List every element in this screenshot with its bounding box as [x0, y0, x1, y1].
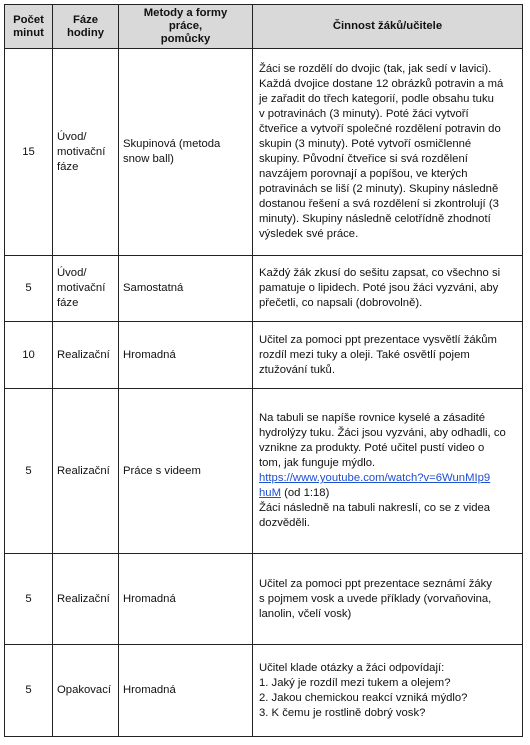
cell-method: Práce s videem	[119, 389, 253, 554]
video-link-line-1	[259, 471, 516, 486]
cell-phase: Úvod/ motivační fáze	[53, 49, 119, 256]
youtube-link[interactable]: https://www.youtube.com/watch?v=6WunMIp9	[259, 472, 491, 484]
cell-minutes: 15	[5, 49, 53, 256]
table-header-row	[5, 5, 523, 49]
table-row	[5, 389, 523, 554]
youtube-link-continued[interactable]: huM	[259, 487, 281, 499]
cell-activity: Na tabuli se napíše rovnice kyselé a zásadité hydrolýzy tuku. Žáci jsou vyzváni, aby odhadli, co vznikne za produkty. Poté učitel pustí video o tom, jak funguje mýdlo. https://www.youtube.com/watch?v=6WunMIp9 huM (od 1:18) Žáci následně na tabuli nakreslí, co se z videa dozvěděli.	[253, 389, 523, 554]
table-row	[5, 554, 523, 645]
cell-minutes: 5	[5, 645, 53, 737]
cell-minutes: 5	[5, 554, 53, 645]
video-link-line-2	[259, 486, 516, 501]
cell-method: Hromadná	[119, 645, 253, 737]
cell-minutes: 5	[5, 389, 53, 554]
cell-minutes: 10	[5, 322, 53, 389]
cell-activity: Každý žák zkusí do sešitu zapsat, co všechno si pamatuje o lipidech. Poté jsou žáci vyzváni, aby přečetli, co napsali (dobrovolně).	[253, 256, 523, 322]
cell-activity: Učitel za pomoci ppt prezentace seznámí žáky s pojmem vosk a uvede příklady (vorvaňovina, lanolin, včelí vosk)	[253, 554, 523, 645]
cell-phase: Realizační	[53, 554, 119, 645]
header-activity: Činnost žáků/učitele	[253, 5, 523, 49]
cell-minutes: 5	[5, 256, 53, 322]
cell-phase: Úvod/ motivační fáze	[53, 256, 119, 322]
cell-activity: Žáci se rozdělí do dvojic (tak, jak sedí v lavici). Každá dvojice dostane 12 obrázků potravin a má je zařadit do třech kategorií, podle obsahu tuku v potravinách (3 minuty). Poté žáci vytvoří čtveřice a vytvoří společné rozdělení potravin do skupin (3 minuty). Poté vytvoří osmičlenné skupiny. Původní čtveřice si svá rozdělení navzájem porovnají a popíšou, ve kterých potravinách se liší (2 minuty). Skupiny následně dostanou řešení a svá rozdělení si zkontrolují (3 minuty). Skupiny následně celotřídně zhodnotí výsledek své práce.	[253, 49, 523, 256]
table-row	[5, 256, 523, 322]
cell-phase: Opakovací	[53, 645, 119, 737]
cell-phase: Realizační	[53, 322, 119, 389]
cell-activity: Učitel za pomoci ppt prezentace vysvětlí žákům rozdíl mezi tuky a oleji. Také osvětlí pojem ztužování tuků.	[253, 322, 523, 389]
lesson-plan-table	[4, 4, 523, 737]
cell-phase: Realizační	[53, 389, 119, 554]
lesson-plan-container	[4, 4, 523, 737]
cell-method: Hromadná	[119, 554, 253, 645]
cell-method: Samostatná	[119, 256, 253, 322]
cell-method: Hromadná	[119, 322, 253, 389]
header-phase: Fáze hodiny	[53, 5, 119, 49]
cell-activity: Učitel klade otázky a žáci odpovídají: 1. Jaký je rozdíl mezi tukem a olejem? 2. Jakou chemickou reakcí vzniká mýdlo? 3. K čemu je rostlině dobrý vosk?	[253, 645, 523, 737]
table-row	[5, 645, 523, 737]
table-row	[5, 49, 523, 256]
header-minutes: Počet minut	[5, 5, 53, 49]
table-row	[5, 322, 523, 389]
video-timestamp: (od 1:18)	[280, 487, 330, 499]
cell-method: Skupinová (metoda snow ball)	[119, 49, 253, 256]
header-methods: Metody a formy práce, pomůcky	[119, 5, 253, 49]
